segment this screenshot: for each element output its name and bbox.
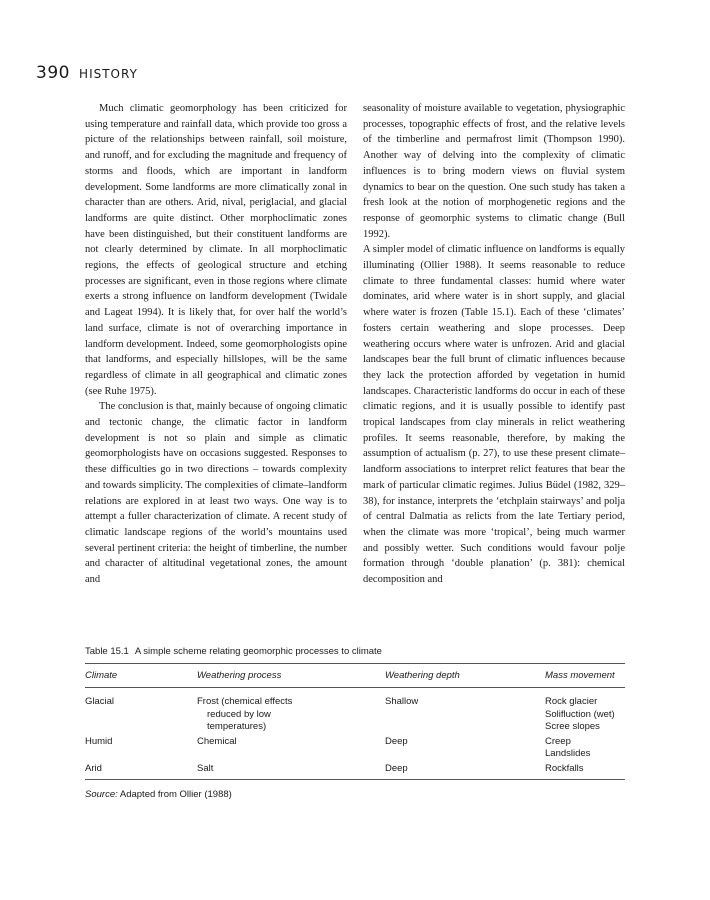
cell-climate: Arid: [85, 762, 197, 780]
table-source: [85, 789, 625, 800]
paragraph: seasonality of moisture available to vegetation, physiographic processes, topographic effects of frost, and the relative levels of the timberline and permafrost limit (Thompson 1990). Another way of delving into the complexity of climatic influences is to bring modern views on fluvial system dynamics to bear on the question. One such study has taken a fresh look at the notion of morphogenetic regions and the response of geomorphic systems to climatic change (Bull 1992).: [363, 103, 625, 240]
right-column: [363, 101, 625, 588]
table-row: [85, 762, 625, 780]
cell-line: Rock glacier: [545, 696, 598, 707]
table-15-1: [85, 646, 625, 800]
table-caption-text: A simple scheme relating geomorphic processes to climate: [134, 646, 382, 657]
cell-weathering-process: [197, 688, 385, 735]
cell-weathering-depth: Deep: [385, 762, 545, 780]
table-header-row: [85, 664, 625, 688]
source-label: Source:: [85, 789, 118, 800]
paragraph: The conclusion is that, mainly because of ongoing climatic and tectonic change, the climatic factor in landform development is not so plain and simple as climatic geomorphologists have on occasions suggested. Responses to these difficulties go in two directions – towards complexity and towards simplicity. The complexities of climate–landform relations are explored in at least two ways. One way is to attempt a fuller characterization of climate. A recent study of climatic landscape regions of the world’s mountains used several pertinent criteria: the height of timberline, the number and character of altitudinal vegetational zones, the amount and: [85, 401, 347, 586]
cell-weathering-process: [197, 762, 385, 780]
running-header: [36, 63, 138, 83]
table-caption: [85, 646, 625, 657]
left-column: [85, 101, 347, 588]
source-text: Adapted from Ollier (1988): [119, 789, 232, 800]
paragraph: Much climatic geomorphology has been criticized for using temperature and rainfall data, which provide too gross a picture of the relationships between rainfall, soil moisture, and runoff, and for excluding the magnitude and frequency of storms and floods, which are important in landform development. Some landforms are more climatically zonal in character than are others. Arid, nival, periglacial, and glacial landforms are quite distinct. Other morphoclimatic zones have been distinguished, but their constituent landforms are not clearly determined by climate. In all morphoclimatic regions, the effects of geological structure and etching processes are significant, even in those regions where climate exerts a strong influence on landform development (Twidale and Lageat 1994). It is likely that, for over half the world’s land surface, climate is not of overarching importance in landform development. Indeed, some geomorphologists opine that landforms, and especially hillslopes, will be the same regardless of climate in all geographical and climatic zones (see Ruhe 1975).: [85, 103, 347, 397]
cell-line: Solifluction (wet): [545, 708, 615, 720]
process-climate-table: [85, 663, 625, 780]
cell-weathering-depth: Shallow: [385, 696, 419, 707]
cell-weathering-depth: Deep: [385, 735, 408, 747]
page-number: 390: [36, 63, 70, 83]
cell-line: reduced by low: [207, 708, 271, 720]
cell-mass-movement: [545, 688, 625, 735]
cell-climate: Humid: [85, 735, 113, 747]
cell-mass-movement: [545, 762, 625, 780]
cell-line: temperatures): [207, 721, 267, 732]
cell-line: Scree slopes: [545, 721, 600, 732]
header-mass-movement: Mass movement: [545, 664, 625, 688]
header-weathering-depth: Weathering depth: [385, 664, 545, 688]
cell-line: Rockfalls: [545, 762, 584, 774]
cell-line: Chemical: [197, 735, 237, 747]
cell-line: Landslides: [545, 748, 591, 759]
cell-weathering-process: [197, 735, 385, 762]
section-title: HISTORY: [79, 67, 138, 81]
cell-line: Salt: [197, 762, 214, 774]
cell-line: Frost (chemical effects: [197, 696, 293, 707]
header-climate: Climate: [85, 664, 197, 688]
cell-line: Creep: [545, 735, 571, 747]
table-number: Table 15.1: [85, 646, 129, 657]
cell-climate: Glacial: [85, 696, 115, 707]
paragraph: A simpler model of climatic influence on landforms is equally illuminating (Ollier 1988). It seems reasonable to reduce climate to three fundamental classes: humid where water dominates, arid where water is in short supply, and glacial where water is frozen (Table 15.1). Each of these ‘climates’ fosters certain weathering and slope processes. Deep weathering occurs where water is unfrozen. Arid and glacial landscapes bear the full brunt of climatic influences because they lack the protection afforded by vegetation in humid landscapes. Characteristic landforms do occur in each of these climatic regions, and it is usually possible to identify past tropical landscapes from clay minerals in relict weathering profiles. It seems reasonable, therefore, by making the assumption of actualism (p. 27), to use these present climate–landform associations to interpret relict features that bear the mark of particular climatic regimes. Julius Büdel (1982, 329–38), for instance, interprets the ‘etchplain stairways’ and polja of central Dalmatia as relicts from the late Tertiary period, when the climate was more ‘tropical’, being much warmer and possibly wetter. Such conditions would favour polje formation through ‘double planation’ (p. 381): chemical decomposition and: [363, 244, 625, 586]
cell-mass-movement: [545, 735, 625, 762]
table-row: [85, 735, 625, 762]
header-weathering-process: Weathering process: [197, 664, 385, 688]
table-row: [85, 688, 625, 735]
